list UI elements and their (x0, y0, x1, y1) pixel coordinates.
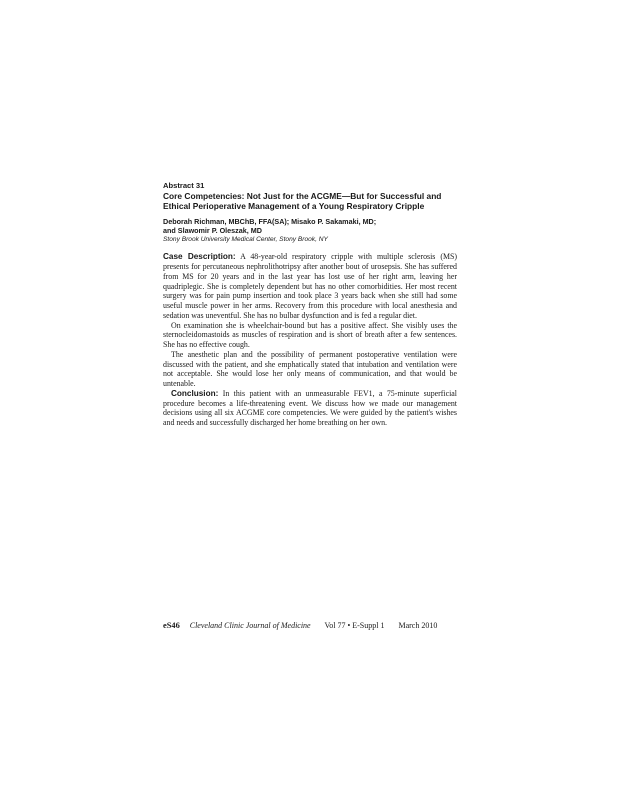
examination-paragraph: On examination she is wheelchair-bound but has a positive affect. She visibly uses the sternocleidomastoids as muscles of respiration and is short of breath after a few sentences. She has no effective cough. (163, 320, 457, 350)
title-line-2: Ethical Perioperative Management of a Young Respiratory Cripple (163, 201, 425, 212)
abstract-block (163, 181, 457, 428)
title-line-1: Core Competencies: Not Just for the ACGME—But for Successful and (163, 191, 442, 201)
conclusion-label: Conclusion: (171, 388, 219, 398)
authors-line-2: and Slawomir P. Oleszak, MD (163, 226, 262, 235)
journal-issue: Vol 77 • E-Suppl 1 (324, 621, 385, 630)
publication-date: March 2010 (398, 621, 438, 630)
conclusion-paragraph (163, 389, 457, 428)
abstract-title (163, 191, 457, 212)
page-number: eS46 (163, 621, 180, 630)
conclusion-text: In this patient with an unmeasurable FEV1, a 75-minute superficial procedure becomes a life-threatening event. We discuss how we made our management decisions using all six ACGME core competencies. We were guided by the patient's wishes and needs and successfully discharged her home breathing on her own. (163, 388, 457, 428)
affiliation: Stony Brook University Medical Center, Stony Brook, NY (163, 236, 328, 244)
authors (163, 217, 457, 236)
case-description-paragraph (163, 252, 457, 320)
page-footer (163, 621, 437, 631)
case-description-label: Case Description: (163, 252, 236, 262)
case-description-text: A 48-year-old respiratory cripple with multiple sclerosis (MS) presents for percutaneous nephrolithotripsy after another bout of urosepsis. She has suffered from MS for 20 years and in the last year has lost use of her right arm, leaving her quadriplegic. She is completely dependent but has no other comorbidities. Her most recent surgery was for pain pump insertion and took place 3 years back when she still had some useful muscle power in her arms. Recovery from this procedure with local anesthesia and sedation was uneventful. She has no bulbar dysfunction and is fed a regular diet. (163, 252, 457, 320)
authors-line-1: Deborah Richman, MBChB, FFA(SA); Misako P. Sakamaki, MD; (163, 216, 377, 226)
anesthetic-plan-paragraph: The anesthetic plan and the possibility of permanent postoperative ventilation were discussed with the patient, and she emphatically stated that intubation and ventilation were not acceptable. She would lose her only means of communication, and that would be untenable. (163, 349, 457, 389)
abstract-body (163, 252, 457, 428)
journal-name: Cleveland Clinic Journal of Medicine (189, 621, 311, 630)
abstract-number: Abstract 31 (163, 181, 205, 190)
